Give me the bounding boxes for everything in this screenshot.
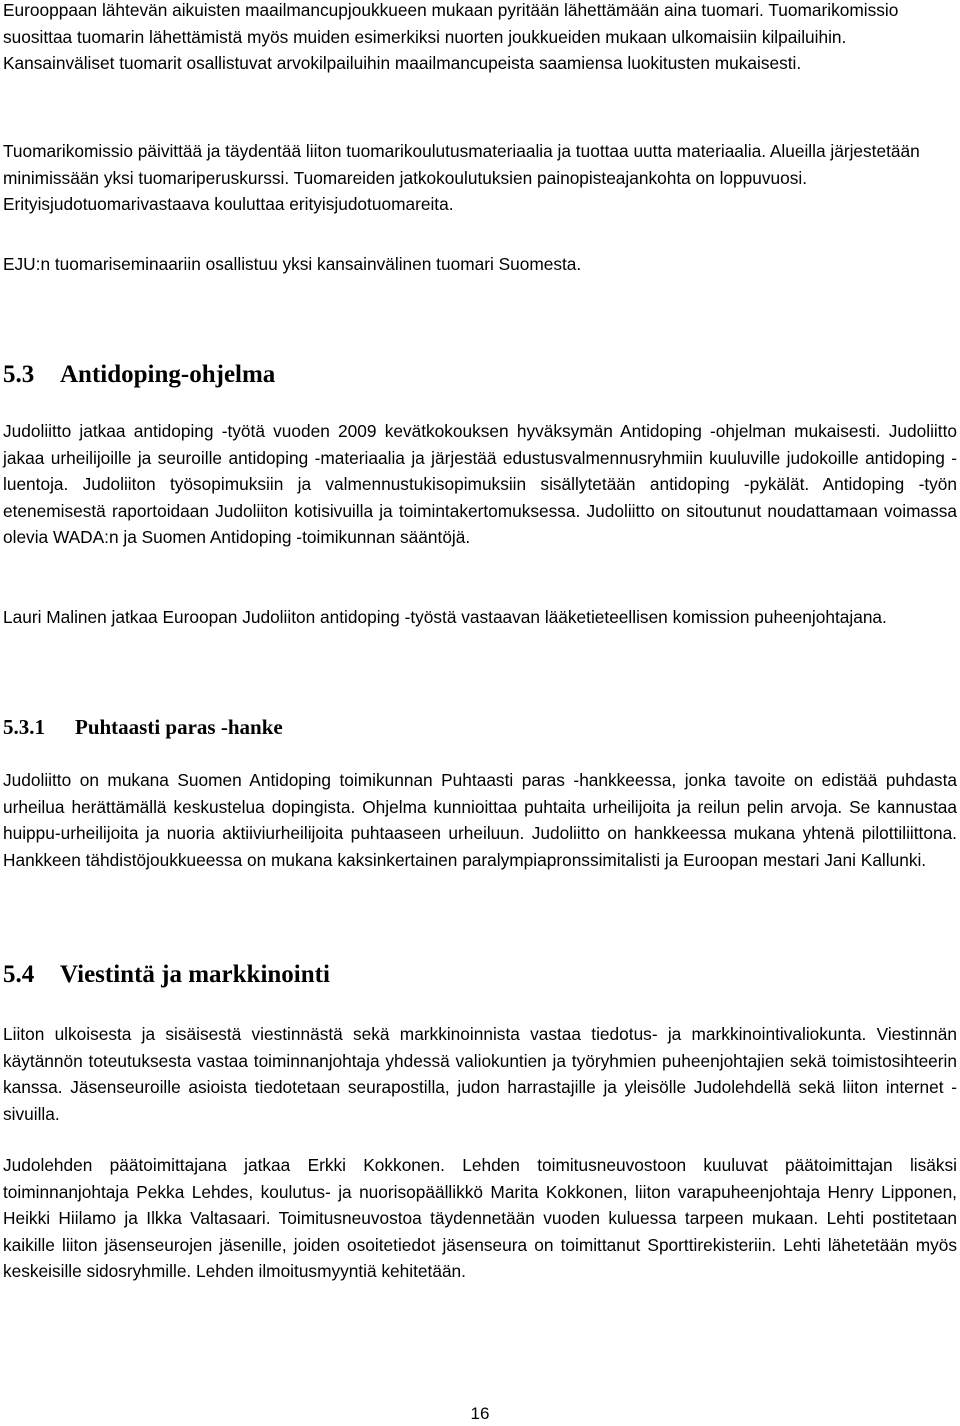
section-5-3-number: 5.3 — [3, 361, 35, 388]
section-5-3-paragraph-1: Judoliitto jatkaa antidoping -työtä vuoden 2009 kevätkokouksen hyväksymän Antidoping -ohjelman mukaisesti. Judoliitto jakaa urheilijoille ja seuroille antidoping -materiaalia ja järjestää edustusvalmennusryhmiin kuuluville judokoille antidoping -luentoja. Judoliiton työsopimuksiin ja valmennustukisopimuksiin sisällytetään antidoping -pykälät. Antidoping -työn etenemisestä raportoidaan Judoliiton kotisivuilla ja toimintakertomuksessa. Judoliitto on sitoutunut noudattamaan voimassa olevia WADA:n ja Suomen Antidoping -toimikunnan sääntöjä. — [3, 421, 957, 548]
eju-paragraph: EJU:n tuomariseminaariin osallistuu yksi kansainvälinen tuomari Suomesta. — [3, 254, 582, 274]
section-5-3-1-heading — [3, 714, 283, 740]
section-5-3-1-paragraph-1: Judoliitto on mukana Suomen Antidoping toimikunnan Puhtaasti paras -hankkeessa, jonka tavoite on edistää puhdasta urheilua herättämällä keskustelua dopingista. Ohjelma kunnioittaa puhtaita urheilijoita ja reilun pelin arvoja. Se kannustaa huippu-urheilijoita ja nuoria aktiiviurheilijoita puhtaaseen urheiluun. Judoliitto on hankkeessa mukana yhtenä pilottiliittona. Hankkeen tähdistöjoukkueessa on mukana kaksinkertainen paralympiapronssimitalisti ja Euroopan mestari Jani Kallunki. — [3, 770, 957, 870]
section-5-3-paragraph-2: Lauri Malinen jatkaa Euroopan Judoliiton antidoping -työstä vastaavan lääketieteellisen komission puheenjohtajana. — [3, 607, 887, 627]
section-5-4-number: 5.4 — [3, 961, 35, 988]
section-5-3-heading — [3, 360, 275, 390]
section-5-4-paragraph-2: Judolehden päätoimittajana jatkaa Erkki Kokkonen. Lehden toimitusneuvostoon kuuluvat päätoimittajan lisäksi toiminnanjohtaja Pekka Lehdes, koulutus- ja nuorisopäällikkö Marita Kokkonen, liiton varapuheenjohtaja Henry Lipponen, Heikki Hiilamo ja Ilkka Valtasaari. Toimitusneuvostoa täydennetään vuoden kuluessa tarpeen mukaan. Lehti postitetaan kaikille liiton jäsenseurojen jäsenille, joiden osoitetiedot jäsenseura on toimittanut Sporttirekisteriin. Lehti lähetetään myös keskeisille sidosryhmille. Lehden ilmoitusmyyntiä kehitetään. — [3, 1155, 957, 1282]
section-5-3-1-number: 5.3.1 — [3, 715, 45, 739]
commission-paragraph: Tuomarikomissio päivittää ja täydentää liiton tuomarikoulutusmateriaalia ja tuottaa uutta materiaalia. Alueilla järjestetään minimissään yksi tuomariperuskurssi. Tuomareiden jatkokoulutuksien painopisteajankohta on loppuvuosi. Erityisjudotuomarivastaava kouluttaa erityisjudotuomareita. — [3, 141, 920, 215]
section-5-3-1-title: Puhtaasti paras -hanke — [75, 715, 283, 739]
section-5-4-title: Viestintä ja markkinointi — [60, 961, 330, 988]
section-5-3-title: Antidoping-ohjelma — [60, 361, 276, 388]
intro-paragraph: Eurooppaan lähtevän aikuisten maailmancupjoukkueen mukaan pyritään lähettämään aina tuomari. Tuomarikomissio suosittaa tuomarin lähettämistä myös muiden esimerkiksi nuorten joukkueiden mukaan ulkomaisiin kilpailuihin. Kansainväliset tuomarit osallistuvat arvokilpailuihin maailmancupeista saamiensa luokitusten mukaisesti. — [3, 0, 899, 74]
section-5-4-heading — [3, 960, 330, 990]
section-5-4-paragraph-1: Liiton ulkoisesta ja sisäisestä viestinnästä sekä markkinoinnista vastaa tiedotus- ja markkinointivaliokunta. Viestinnän käytännön toteutuksesta vastaa toiminnanjohtaja yhdessä valiokuntien ja työryhmien puheenjohtajien sekä toimistosihteerin kanssa. Jäsenseuroille asioista tiedotetaan seurapostilla, judon harrastajille ja yleisölle Judolehdellä sekä liiton internet -sivuilla. — [3, 1024, 957, 1124]
page-number: 16 — [470, 1404, 490, 1423]
